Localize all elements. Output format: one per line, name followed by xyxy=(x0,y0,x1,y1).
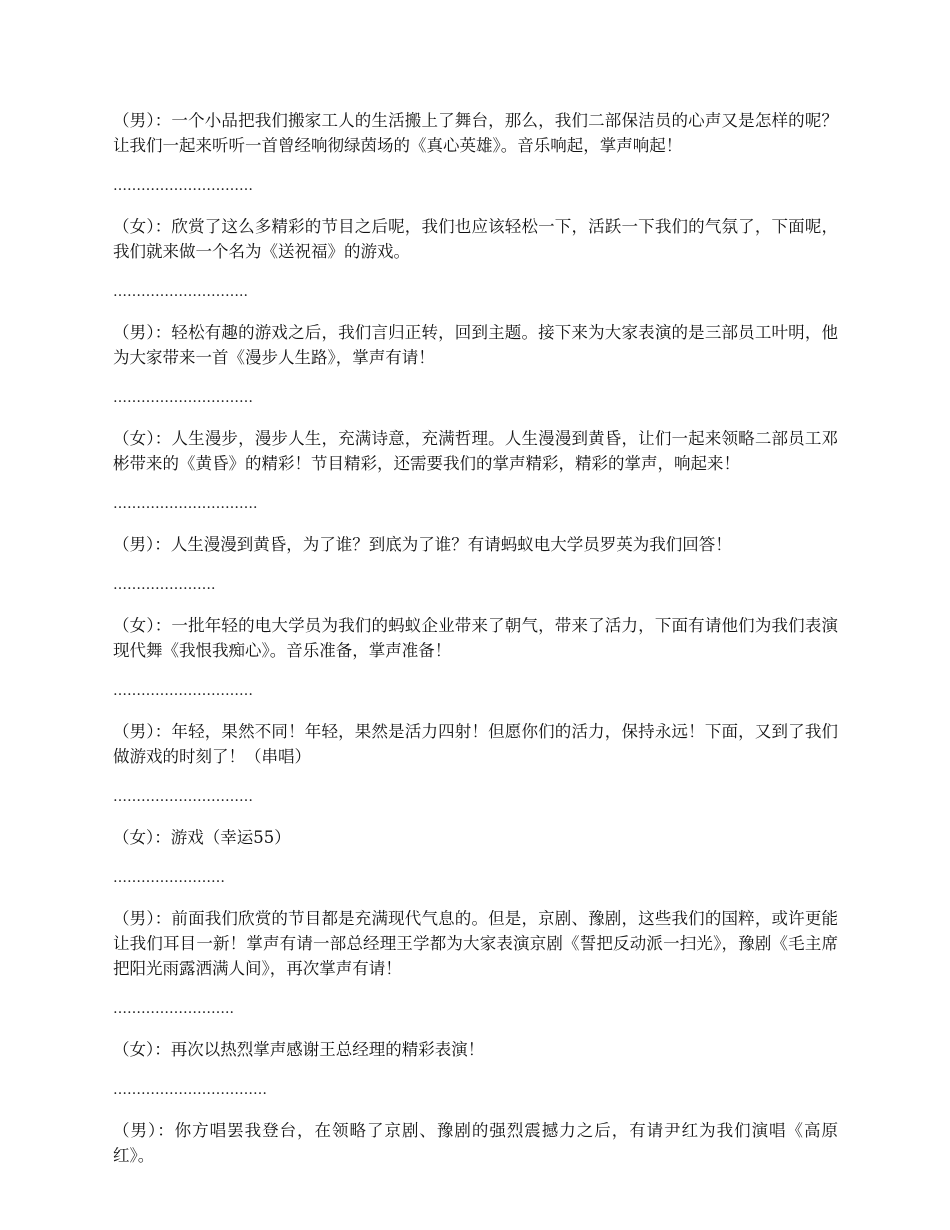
ellipsis-separator: ………………………… xyxy=(113,683,253,699)
ellipsis-separator: …………………….. xyxy=(113,1001,234,1017)
ellipsis-separator: …………………… xyxy=(113,870,225,886)
dialogue-paragraph: （男）：你方唱罢我登台，在领略了京剧、豫剧的强烈震撼力之后，有请尹红为我们演唱《高原红》。 xyxy=(113,1121,838,1165)
dialogue-paragraph: （女）：一批年轻的电大学员为我们的蚂蚁企业带来了朝气，带来了活力，下面有请他们为我们表演现代舞《我恨我痴心》。音乐准备，掌声准备！ xyxy=(113,616,838,660)
ellipsis-separator: ……………………….. xyxy=(113,284,248,300)
dialogue-paragraph: （男）：前面我们欣赏的节目都是充满现代气息的。但是，京剧、豫剧，这些我们的国粹，或许更能让我们耳目一新！掌声有请一部总经理王学都为大家表演京剧《誓把反动派一扫光》，豫剧《毛主席把阳光雨露洒满人间》，再次掌声有请！ xyxy=(113,909,838,978)
dialogue-paragraph: （男）：一个小品把我们搬家工人的生活搬上了舞台，那么，我们二部保洁员的心声又是怎样的呢？让我们一起来听听一首曾经响彻绿茵场的《真心英雄》。音乐响起，掌声响起！ xyxy=(113,111,838,155)
dialogue-paragraph: （男）：人生漫漫到黄昏，为了谁？到底为了谁？有请蚂蚁电大学员罗英为我们回答！ xyxy=(113,535,732,554)
ellipsis-separator: ………………………… xyxy=(113,178,253,194)
dialogue-paragraph: （女）：人生漫步，漫步人生，充满诗意，充满哲理。人生漫漫到黄昏，让们一起来领略二部员工邓彬带来的《黄昏》的精彩！节目精彩，还需要我们的掌声精彩，精彩的掌声，响起来！ xyxy=(113,429,838,473)
dialogue-paragraph: （女）：欣赏了这么多精彩的节目之后呢，我们也应该轻松一下，活跃一下我们的气氛了，下面呢，我们就来做一个名为《送祝福》的游戏。 xyxy=(113,217,838,261)
ellipsis-separator: …………………. xyxy=(113,577,216,593)
dialogue-paragraph: （女）：再次以热烈掌声感谢王总经理的精彩表演！ xyxy=(113,1040,485,1059)
ellipsis-separator: ………………………… xyxy=(113,390,253,406)
ellipsis-separator: ………………………… xyxy=(113,789,253,805)
ellipsis-separator: …………………………. xyxy=(113,496,258,512)
dialogue-paragraph: （女）：游戏（幸运55） xyxy=(113,828,291,847)
dialogue-paragraph: （男）：轻松有趣的游戏之后，我们言归正转，回到主题。接下来为大家表演的是三部员工叶明，他为大家带来一首《漫步人生路》，掌声有请！ xyxy=(113,323,838,367)
ellipsis-separator: …………………………… xyxy=(113,1082,267,1098)
dialogue-paragraph: （男）：年轻，果然不同！年轻，果然是活力四射！但愿你们的活力，保持永远！下面，又到了我们做游戏的时刻了！（串唱） xyxy=(113,722,838,766)
